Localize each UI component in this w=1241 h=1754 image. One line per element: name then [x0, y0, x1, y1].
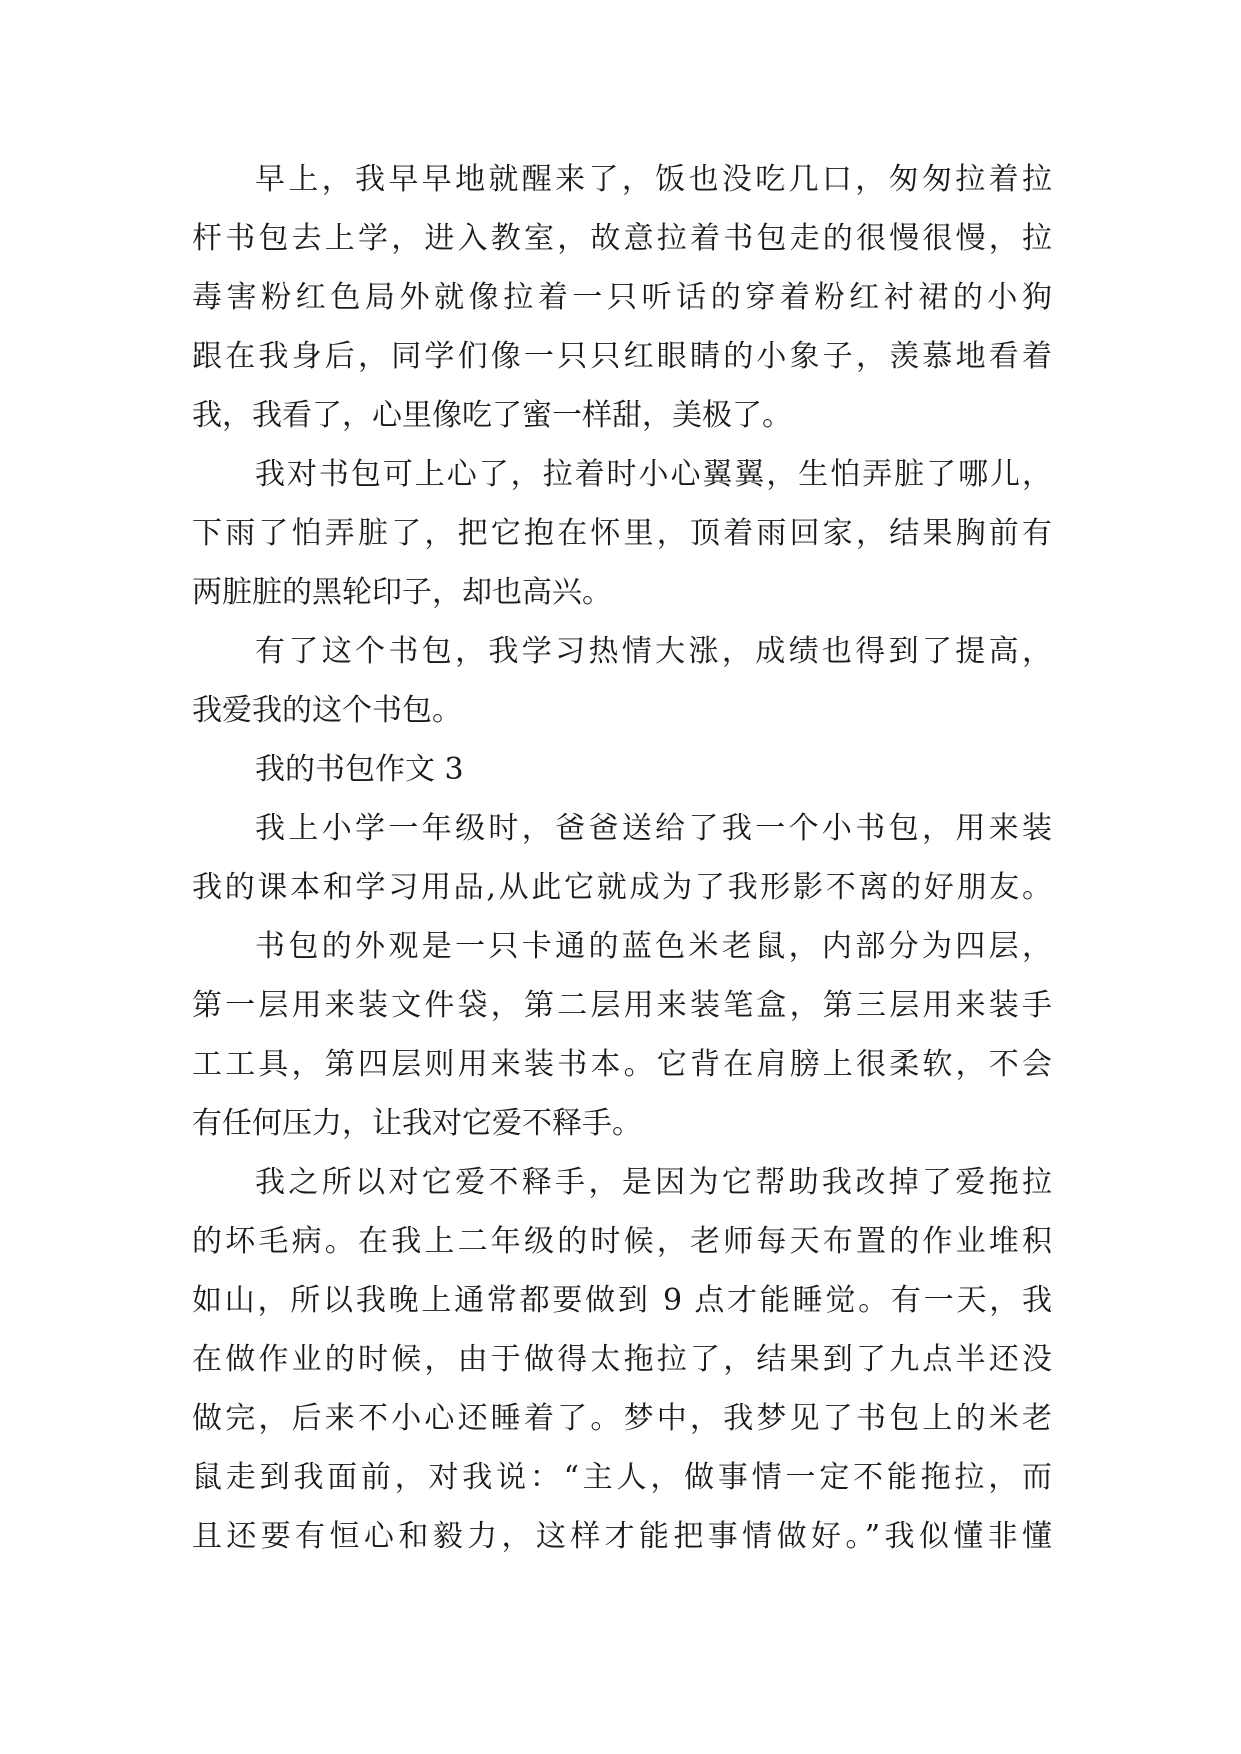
text-line: 有了这个书包，我学习热情大涨，成绩也得到了提高，	[255, 634, 1052, 669]
text-line: 我，我看了，心里像吃了蜜一样甜，美极了。	[192, 398, 792, 433]
text-line: 如山，所以我晚上通常都要做到 9 点才能睡觉。有一天，我	[192, 1283, 1052, 1318]
text-line: 做完，后来不小心还睡着了。梦中，我梦见了书包上的米老	[192, 1401, 1052, 1436]
section-heading: 我的书包作文 3	[255, 752, 464, 787]
text-line: 我的课本和学习用品,从此它就成为了我形影不离的好朋友。	[192, 870, 1052, 905]
text-line: 在做作业的时候，由于做得太拖拉了，结果到了九点半还没	[192, 1342, 1052, 1377]
text-line: 下雨了怕弄脏了，把它抱在怀里，顶着雨回家，结果胸前有	[192, 516, 1052, 551]
text-line: 我之所以对它爱不释手，是因为它帮助我改掉了爱拖拉	[255, 1165, 1052, 1200]
text-line: 第一层用来装文件袋，第二层用来装笔盒，第三层用来装手	[192, 988, 1052, 1023]
essay-body	[192, 150, 1052, 1566]
text-line: 跟在我身后，同学们像一只只红眼睛的小象子，羡慕地看着	[192, 339, 1052, 374]
text-line: 我爱我的这个书包。	[192, 693, 462, 728]
text-line: 鼠走到我面前，对我说：“主人，做事情一定不能拖拉，而	[192, 1460, 1052, 1495]
text-line: 书包的外观是一只卡通的蓝色米老鼠，内部分为四层，	[255, 929, 1052, 964]
text-line: 我上小学一年级时，爸爸送给了我一个小书包，用来装	[255, 811, 1052, 846]
text-line: 杆书包去上学，进入教室，故意拉着书包走的很慢很慢，拉	[192, 221, 1052, 256]
text-line: 早上，我早早地就醒来了，饭也没吃几口，匆匆拉着拉	[255, 162, 1052, 197]
text-line: 两脏脏的黑轮印子，却也高兴。	[192, 575, 612, 610]
text-line: 工工具，第四层则用来装书本。它背在肩膀上很柔软，不会	[192, 1047, 1052, 1082]
text-line: 的坏毛病。在我上二年级的时候，老师每天布置的作业堆积	[192, 1224, 1052, 1259]
text-line: 有任何压力，让我对它爱不释手。	[192, 1106, 642, 1141]
text-line: 毒害粉红色局外就像拉着一只听话的穿着粉红衬裙的小狗	[192, 280, 1052, 315]
text-line: 我对书包可上心了，拉着时小心翼翼，生怕弄脏了哪儿，	[255, 457, 1052, 492]
text-line: 且还要有恒心和毅力，这样才能把事情做好。”我似懂非懂	[192, 1519, 1052, 1554]
